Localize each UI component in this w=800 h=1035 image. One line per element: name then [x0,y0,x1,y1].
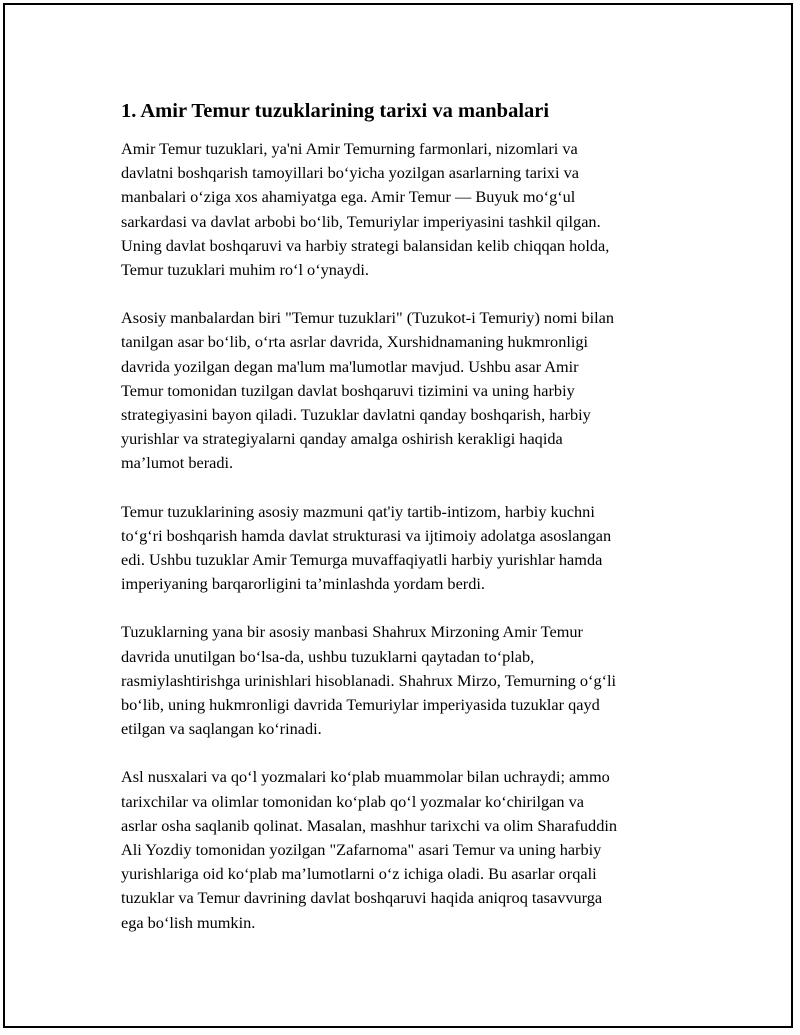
paragraph-1 [121,137,691,282]
text-line: Asosiy manbalardan biri "Temur tuzuklari" (Tuzukot-i Temuriy) nomi bilan [121,308,615,328]
text-line: edi. Ushbu tuzuklar Amir Temurga muvaffaqiyatli harbiy yurishlar hamda [121,550,603,570]
text-line: manbalari o‘ziga xos ahamiyatga ega. Amir Temur — Buyuk mo‘g‘ul [121,187,576,207]
text-line: Amir Temur tuzuklari, ya'ni Amir Temurning farmonlari, nizomlari va [121,139,578,158]
text-line: Ali Yozdiy tomonidan yozilgan "Zafarnoma" asari Temur va uning harbiy [121,840,602,860]
text-line: davrida yozilgan degan ma'lum ma'lumotlar mavjud. Ushbu asar Amir [121,356,579,376]
text-line: tanilgan asar bo‘lib, o‘rta asrlar davrida, Xurshidnamaning hukmronligi [121,332,589,352]
text-line: tarixchilar va olimlar tomonidan ko‘plab qo‘l yozmalar ko‘chirilgan va [121,791,584,811]
text-line: etilgan va saqlangan ko‘rinadi. [121,719,322,739]
text-line: Asl nusxalari va qo‘l yozmalari ko‘plab muammolar bilan uchraydi; ammo [121,767,610,787]
text-line: Uning davlat boshqaruvi va harbiy strategi balansidan kelib chiqqan holda, [121,235,610,255]
text-line: Temur tuzuklari muhim ro‘l o‘ynaydi. [121,260,369,280]
text-line: Temur tuzuklarining asosiy mazmuni qat'iy tartib-intizom, harbiy kuchni [121,501,595,521]
text-line: bo‘lib, uning hukmronligi davrida Temuriylar imperiyasida tuzuklar qayd [121,695,600,715]
text-line: asrlar osha saqlanib qolinat. Masalan, mashhur tarixchi va olim Sharafuddin [121,815,617,835]
text-line: rasmiylashtirishga urinishlari hisoblanadi. Shahrux Mirzo, Temurning o‘g‘li [121,670,617,690]
text-line: Temur tomonidan tuzilgan davlat boshqaruvi tizimini va uning harbiy [121,380,575,400]
text-line: davrida unutilgan bo‘lsa-da, ushbu tuzuklarni qaytadan to‘plab, [121,646,535,666]
text-line: sarkardasi va davlat arbobi bo‘lib, Temuriylar imperiyasini tashkil qilgan. [121,211,601,231]
text-line: strategiyasini bayon qiladi. Tuzuklar davlatni qanday boshqarish, harbiy [121,405,591,425]
page-frame [3,3,793,1028]
text-line: to‘g‘ri boshqarish hamda davlat strukturasi va ijtimoiy adolatga asoslangan [121,525,612,545]
text-line: Tuzuklarning yana bir asosiy manbasi Shahrux Mirzoning Amir Temur [121,622,583,642]
text-line: tuzuklar va Temur davrining davlat boshqaruvi haqida aniqroq tasavvurga [121,888,603,908]
document-body [121,97,691,959]
paragraph-2 [121,306,691,475]
text-line: davlatni boshqarish tamoyillari bo‘yicha yozilgan asarlarning tarixi va [121,163,579,183]
text-line: yurishlariga oid ko‘plab ma’lumotlarni o‘z ichiga oladi. Bu asarlar orqali [121,864,597,884]
text-line: imperiyaning barqarorligini ta’minlashda yordam berdi. [121,574,485,594]
paragraph-5 [121,765,691,934]
paragraph-3 [121,500,691,597]
text-line: yurishlar va strategiyalarni qanday amalga oshirish kerakligi haqida [121,429,563,449]
section-heading: 1. Amir Temur tuzuklarining tarixi va manbalari [121,100,550,122]
text-line: ma’lumot beradi. [121,453,234,473]
text-line: ega bo‘lish mumkin. [121,912,256,932]
paragraph-4 [121,620,691,741]
